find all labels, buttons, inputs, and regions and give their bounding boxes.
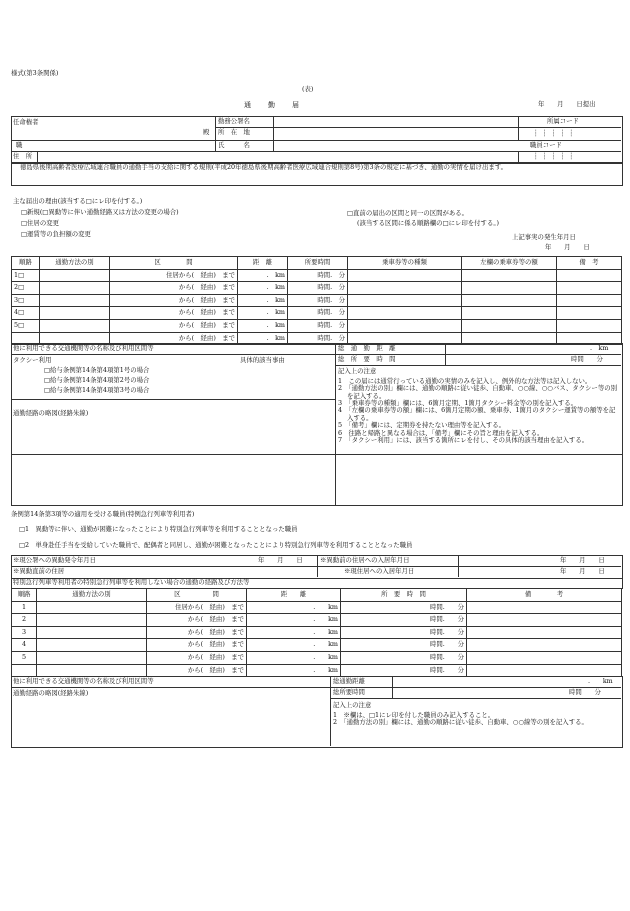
- note-item: 1 この届には通常行っている通勤の実情のみを記入し、例外的な方法等は記入しない。: [338, 377, 592, 385]
- row-section[interactable]: から( 経由) まで: [147, 651, 247, 664]
- s2-col-time: 所 要 時 間: [341, 589, 467, 602]
- reason-residence[interactable]: □住居の変更: [21, 219, 59, 227]
- row-time[interactable]: 時間. 分: [288, 332, 348, 345]
- note-item: 2 「通勤方法の別」欄には、通勤の順路に従い徒歩、自動車、○○線、○○バス、タクシー等の別を記入する。: [338, 384, 617, 400]
- s2-table-title: 特別急行列車等利用者の特別急行列車等を利用しない場合の通勤の経路及び方法等: [13, 578, 250, 586]
- occur-date-label: 上記事実の発生年月日: [512, 233, 576, 241]
- s2-total-time-unit[interactable]: 時間 分: [569, 688, 601, 696]
- table-row: [12, 319, 622, 332]
- row-time[interactable]: 時間. 分: [288, 269, 348, 282]
- row-distance[interactable]: . km: [247, 639, 341, 652]
- honorific-label: 殿: [203, 128, 210, 136]
- row-distance[interactable]: . km: [238, 282, 288, 295]
- submit-date: 年 月 日提出: [538, 100, 596, 108]
- row-section[interactable]: から( 経由) まで: [110, 307, 238, 320]
- s2-col-distance: 距 離: [247, 589, 341, 602]
- note-item: 7 「タクシー利用」には、該当する箇所にレを付し、その具体的該当理由を記入する。: [338, 435, 589, 444]
- note-item: 6 往路と帰路と異なる場合は、「備考」欄にその旨と理由を記入する。: [338, 428, 544, 437]
- section2-title: 条例第14条第3項等の適用を受ける職員(特例急行列車等利用者): [11, 510, 195, 518]
- s2-prev-residence-date[interactable]: 年 月 日: [560, 556, 605, 564]
- staff-code-cells[interactable]: ┆┆┆┆┆: [534, 152, 579, 160]
- row-distance[interactable]: . km: [247, 601, 341, 614]
- s2-prev-residence-label: ※異動直前の住居: [13, 567, 65, 575]
- table-row: [12, 614, 622, 627]
- row-order[interactable]: 2: [12, 614, 37, 627]
- table-row: [12, 307, 622, 320]
- row-order[interactable]: 3□: [12, 294, 40, 307]
- route-table-header: [12, 257, 622, 270]
- row-time[interactable]: 時間. 分: [288, 294, 348, 307]
- col-time: 所要時間: [288, 257, 348, 270]
- occur-date: 年 月 日: [545, 243, 590, 251]
- row-section[interactable]: から( 経由) まで: [147, 664, 247, 677]
- row-time[interactable]: 時間. 分: [288, 282, 348, 295]
- total-time-unit[interactable]: 時間 分: [571, 355, 603, 363]
- row-section[interactable]: から( 経由) まで: [147, 626, 247, 639]
- staff-code-label: 職員コード: [530, 141, 562, 149]
- address-label: 住 所: [13, 152, 33, 160]
- s2-total-time-label: 総所要時間: [333, 688, 365, 696]
- row-order[interactable]: 4: [12, 639, 37, 652]
- table-row: [12, 601, 622, 614]
- row-time[interactable]: 時間. 分: [341, 664, 467, 677]
- s2-route-map-area[interactable]: [13, 700, 328, 744]
- col-section: 区 間: [110, 257, 238, 270]
- row-order[interactable]: 4□: [12, 307, 40, 320]
- s2-route-table: [11, 588, 622, 677]
- row-distance[interactable]: . km: [238, 332, 288, 345]
- taxi-title: タクシー利用: [13, 356, 52, 364]
- intro-text: 徳島県後期高齢者医療広域連合職員の通勤手当の支給に関する規則(平成20年徳島県後期高齢者医療広域連合規則第8号)第3条の規定に基づき、通勤の実情を届け出ます。: [20, 163, 507, 171]
- note-item: 3 「乗車券等の種類」欄には、6箇月定期、1箇月タクシー料金等の別を記入する。: [338, 399, 578, 408]
- reason-fare[interactable]: □運賃等の負担額の変更: [21, 230, 91, 238]
- col-order: 順路: [12, 257, 40, 270]
- row-time[interactable]: 時間. 分: [341, 601, 467, 614]
- section2-option-1[interactable]: □1 異動等に伴い、通勤が困難になったことにより特別急行列車等を利用することとなった職員: [19, 525, 298, 533]
- front-label: (表): [302, 85, 314, 93]
- row-distance[interactable]: . km: [247, 651, 341, 664]
- total-distance-label: 総 通 勤 距 離: [338, 344, 396, 352]
- row-distance[interactable]: . km: [238, 294, 288, 307]
- table-row: [12, 269, 622, 282]
- col-ticket-type: 乗車券等の種類: [348, 257, 462, 270]
- row-order[interactable]: 2□: [12, 282, 40, 295]
- col-ticket-amount: 左欄の乗車券等の額: [462, 257, 557, 270]
- s2-current-residence-date[interactable]: 年 月 日: [560, 567, 605, 575]
- row-order[interactable]: 5: [12, 651, 37, 664]
- row-distance[interactable]: . km: [247, 626, 341, 639]
- s2-notes-title: 記入上の注意: [333, 701, 372, 709]
- taxi-reason-label: 具体的該当事由: [240, 356, 285, 364]
- note-item: 4 「左欄の乗車券等の額」欄には、6箇月定期の額、乗車券、1箇月のタクシー運賃等の額等を記入する。: [338, 406, 616, 422]
- other-transport-label: 他に利用できる交通機関等の名称及び利用区間等: [13, 344, 154, 352]
- office-location-label: 所 在 地: [218, 128, 250, 136]
- row-section[interactable]: から( 経由) まで: [110, 319, 238, 332]
- row-section[interactable]: から( 経由) まで: [147, 614, 247, 627]
- row-order[interactable]: 3: [12, 626, 37, 639]
- note-item: 5 「備考」欄には、定期券を持たない理由等を記入する。: [338, 421, 506, 430]
- row-section[interactable]: 住居から( 経由) まで: [110, 269, 238, 282]
- form-title: 通 勤 届: [244, 101, 300, 109]
- s2-total-distance-label: 総通勤距離: [333, 677, 365, 685]
- s2-transfer-date-label: ※現公署への異動発令年月日: [13, 556, 97, 564]
- row-distance[interactable]: . km: [238, 269, 288, 282]
- section2-option-2[interactable]: □2 単身赴任手当を受給していた職員で、配偶者と同居し、通勤が困難となったことにより特別急行列車等を利用することとなった職員: [19, 541, 413, 549]
- row-distance[interactable]: . km: [238, 319, 288, 332]
- name-label: 氏 名: [218, 141, 250, 149]
- row-time[interactable]: 時間. 分: [341, 651, 467, 664]
- s2-table-header: [12, 589, 622, 602]
- position-label: 職: [16, 141, 23, 149]
- table-row: [12, 626, 622, 639]
- s2-col-order: 順路: [12, 589, 37, 602]
- table-row: [12, 651, 622, 664]
- table-row: [12, 639, 622, 652]
- row-order[interactable]: 1□: [12, 269, 40, 282]
- s2-transfer-date[interactable]: 年 月 日: [258, 556, 303, 564]
- s2-col-remarks: 備 考: [467, 589, 622, 602]
- row-section[interactable]: から( 経由) まで: [110, 282, 238, 295]
- reason-new[interactable]: □新規(□異動等に伴い通勤経路又は方法の変更の場合): [21, 208, 179, 216]
- s2-current-residence-date-label: ※現住居への入居年月日: [344, 567, 415, 575]
- taxi-option-2[interactable]: □給与条例第14条第4項第2号の場合: [44, 376, 150, 384]
- row-distance[interactable]: . km: [247, 664, 341, 677]
- row-order[interactable]: 5□: [12, 319, 40, 332]
- col-method: 通勤方法の別: [40, 257, 110, 270]
- row-time[interactable]: 時間. 分: [341, 626, 467, 639]
- total-time-label: 総 所 要 時 間: [338, 355, 396, 363]
- table-row: [12, 664, 622, 677]
- route-map-label: 通勤経路の略図(経路朱線): [13, 409, 89, 417]
- s2-prev-residence-date-label: ※異動前の住居への入居年月日: [320, 556, 410, 564]
- s2-total-distance-unit[interactable]: . km: [588, 677, 613, 685]
- reason-same-section[interactable]: □直前の届出の区間と同一の区間がある。: [347, 209, 469, 217]
- row-distance[interactable]: . km: [247, 614, 341, 627]
- route-table: [11, 256, 622, 345]
- row-order[interactable]: 1: [12, 601, 37, 614]
- note-item: 1 ※欄は、□1にレ印を付した職員のみ記入すること。: [333, 711, 495, 719]
- notes-list: [338, 378, 620, 444]
- row-order[interactable]: [12, 664, 37, 677]
- table-row: [12, 282, 622, 295]
- row-section[interactable]: から( 経由) まで: [110, 294, 238, 307]
- row-time[interactable]: 時間. 分: [341, 639, 467, 652]
- s2-col-method: 通勤方法の別: [37, 589, 147, 602]
- s2-col-section: 区 間: [147, 589, 247, 602]
- appointer-label: 任命権者: [13, 118, 39, 126]
- s2-route-map-label: 通勤経路の略図(経路朱線): [13, 689, 89, 697]
- dept-code-label: 所属コード: [547, 117, 579, 125]
- row-time[interactable]: 時間. 分: [341, 614, 467, 627]
- s2-notes-list: [333, 712, 620, 727]
- reason-same-note: (該当する区間に係る順路欄の□にレ印を付する。): [357, 219, 500, 227]
- table-row: [12, 294, 622, 307]
- notes-title: 記入上の注意: [338, 367, 377, 375]
- col-distance: 距 離: [238, 257, 288, 270]
- reasons-title: 主な届出の理由(該当する□にレ印を付する。): [13, 197, 143, 205]
- total-distance-unit[interactable]: . km: [590, 344, 609, 352]
- taxi-option-3[interactable]: □給与条例第14条第4項第3号の場合: [44, 386, 150, 394]
- office-name-label: 勤務公署名: [218, 117, 250, 125]
- dept-code-cells[interactable]: ┆┆┆┆┆: [534, 129, 579, 137]
- row-time[interactable]: 時間. 分: [288, 319, 348, 332]
- note-item: 2 「通勤方法の別」欄には、通勤の順路に従い徒歩、自動車、○○線等の別を記入する。: [333, 718, 588, 727]
- row-time[interactable]: 時間. 分: [288, 307, 348, 320]
- row-section[interactable]: から( 経由) まで: [110, 332, 238, 345]
- row-section[interactable]: 住居から( 経由) まで: [147, 601, 247, 614]
- taxi-option-1[interactable]: □給与条例第14条第4項第1号の場合: [44, 366, 150, 374]
- s2-other-transport-label: 他に利用できる交通機関等の名称及び利用区間等: [13, 677, 154, 685]
- row-distance[interactable]: . km: [238, 307, 288, 320]
- col-remarks: 備 考: [557, 257, 622, 270]
- row-section[interactable]: から( 経由) まで: [147, 639, 247, 652]
- form-label: 様式(第3条関係): [11, 69, 59, 77]
